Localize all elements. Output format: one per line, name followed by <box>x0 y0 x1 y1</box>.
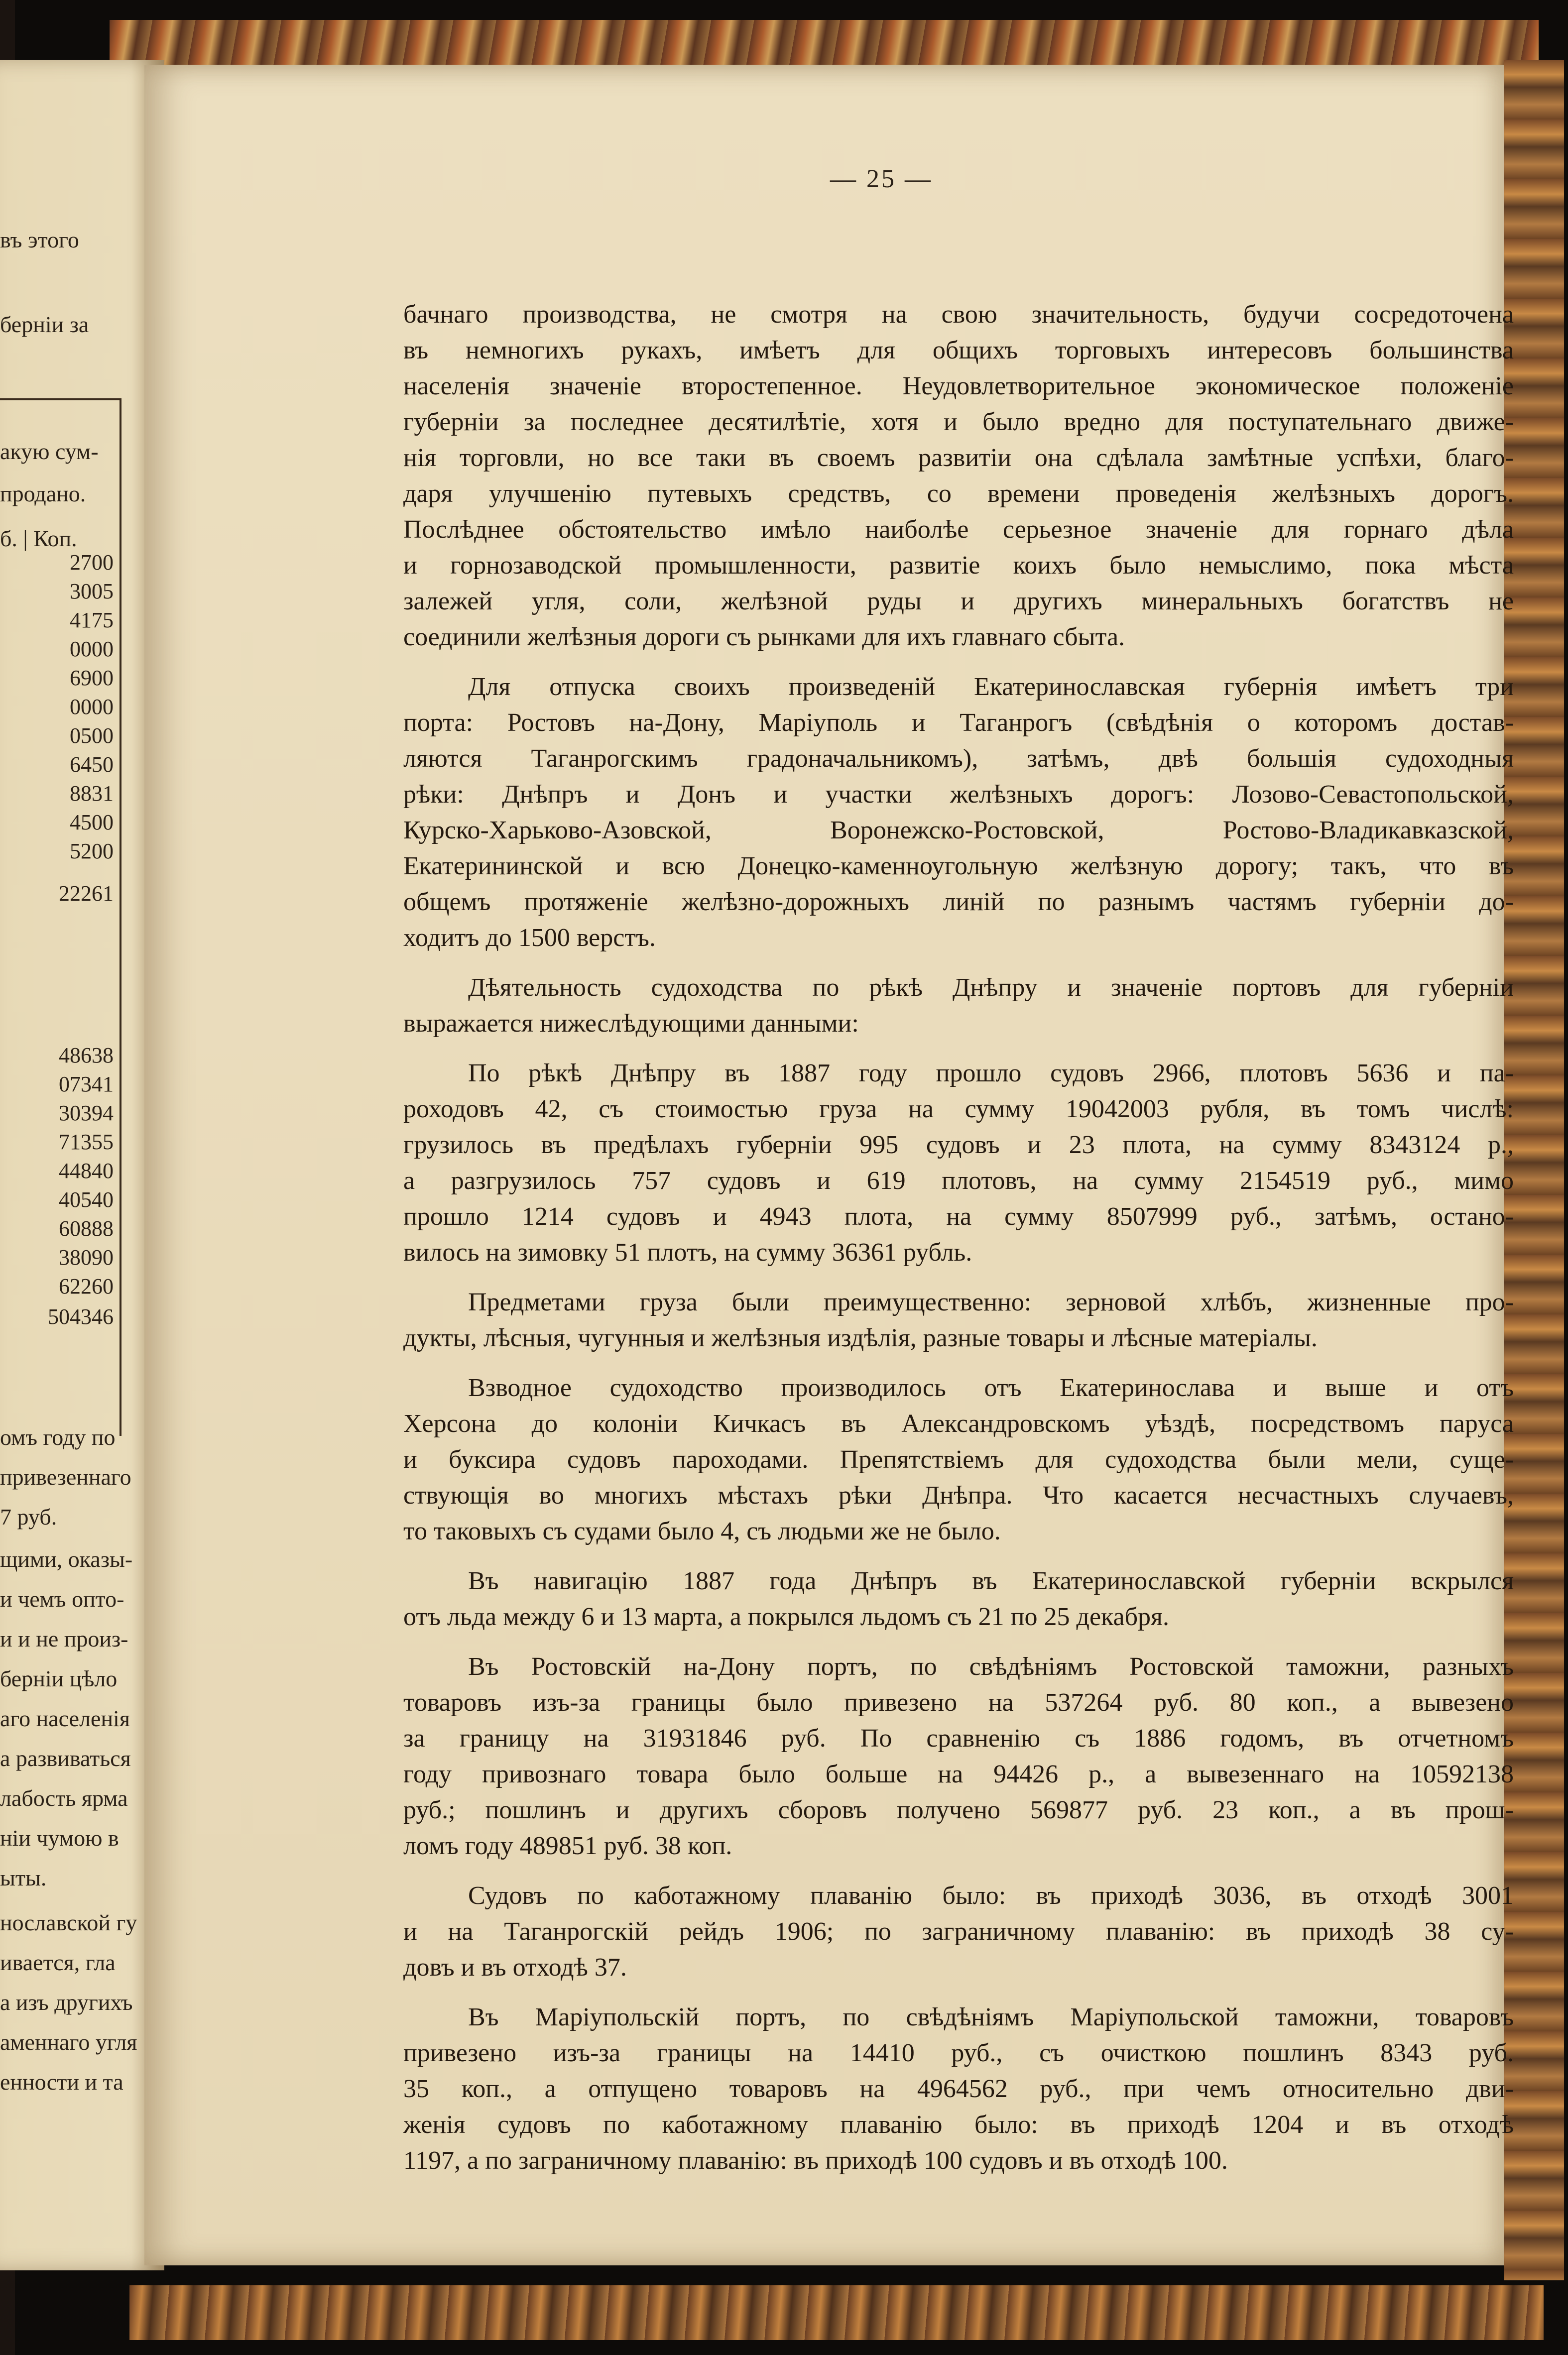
text-line: Предметами груза были преимущественно: зерновой хлѣбъ, жизненные про- <box>468 1288 1514 1316</box>
text-line: то таковыхъ съ судами было 4, съ людьми же не было. <box>403 1517 1001 1545</box>
previous-page-table-value: 8831 <box>70 781 114 806</box>
text-line: Для отпуска своихъ произведеній Екатеринославская губернія имѣетъ три <box>468 673 1514 701</box>
text-line: выражается нижеслѣдующими данными: <box>403 1009 859 1038</box>
previous-page-table-value: 504346 <box>48 1304 114 1329</box>
text-line: Въ Ростовскій на-Дону портъ, по свѣдѣніямъ Ростовской таможни, разныхъ <box>468 1652 1514 1681</box>
text-line: роходовъ 42, съ стоимостью груза на сумму 19042003 рубля, въ томъ числѣ: <box>403 1095 1514 1123</box>
previous-page-text-line: лабость ярма <box>0 1785 128 1811</box>
previous-page-text-line: берніи цѣло <box>0 1666 118 1691</box>
previous-page-text-line: ивается, гла <box>0 1950 116 1975</box>
previous-page-text-line: ніи чумою в <box>0 1825 119 1851</box>
previous-page-table-value: 40540 <box>59 1187 114 1212</box>
text-line: а разгрузилось 757 судовъ и 619 плотовъ, на сумму 2154519 руб., мимо <box>403 1167 1514 1195</box>
previous-page-text-line: енности и та <box>0 2069 123 2095</box>
text-line: 1197, а по заграничному плаванію: въ приходѣ 100 судовъ и въ отходѣ 100. <box>403 2146 1228 2175</box>
binding-bottom-edge <box>129 2285 1544 2340</box>
previous-page-text-line: 7 руб. <box>0 1504 57 1530</box>
previous-page-table-value: 6900 <box>70 666 114 690</box>
text-line: году привознаго товара было больше на 94426 р., а вывезеннаго на 10592138 <box>403 1760 1514 1788</box>
text-line: 35 коп., а отпущено товаровъ на 4964562 руб., при чемъ относительно дви- <box>403 2075 1514 2103</box>
text-line: и на Таганрогскій рейдъ 1906; по заграничному плаванію: въ приходѣ 38 су- <box>403 1917 1514 1946</box>
previous-page-table-value: 22261 <box>59 881 114 906</box>
previous-page-table-value: 2700 <box>70 550 114 575</box>
text-line: Послѣднее обстоятельство имѣло наиболѣе серьезное значеніе для горнаго дѣла <box>403 515 1514 544</box>
previous-page-text-line: акую сум- <box>0 439 99 464</box>
text-line: Судовъ по каботажному плаванію было: въ приходѣ 3036, въ отходѣ 3001 <box>468 1882 1514 1910</box>
text-line: Въ навигацію 1887 года Днѣпръ въ Екатеринославской губерніи вскрылся <box>468 1567 1514 1595</box>
text-line: руб.; пошлинъ и другихъ сборовъ получено 569877 руб. 23 коп., а въ прош- <box>403 1796 1514 1824</box>
text-line: По рѣкѣ Днѣпру въ 1887 году прошло судовъ 2966, плотовъ 5636 и па- <box>468 1059 1514 1087</box>
text-line: въ немногихъ рукахъ, имѣетъ для общихъ торговыхъ интересовъ большинства <box>403 336 1514 364</box>
previous-page-table-value: 71355 <box>59 1130 114 1154</box>
text-line: вилось на зимовку 51 плотъ, на сумму 36361 рубль. <box>403 1238 972 1267</box>
text-line: ляются Таганрогскимъ градоначальникомъ), затѣмъ, двѣ большія судоходныя <box>403 744 1514 773</box>
previous-page-table-value: 6450 <box>70 752 114 777</box>
text-line: Херсона до колоніи Кичкасъ въ Александровскомъ уѣздѣ, посредствомъ паруса <box>403 1410 1514 1438</box>
previous-page-fragment <box>0 60 164 2270</box>
book-page <box>144 65 1514 2265</box>
previous-page-text-line: нославской гу <box>0 1910 137 1935</box>
previous-page-table-value: 48638 <box>59 1043 114 1067</box>
text-line: Въ Маріупольскій портъ, по свѣдѣніямъ Маріупольской таможни, товаровъ <box>468 2003 1514 2031</box>
text-line: ствующія во многихъ мѣстахъ рѣки Днѣпра. Что касается несчастныхъ случаевъ, <box>403 1481 1514 1510</box>
previous-page-table-value: 60888 <box>59 1216 114 1241</box>
previous-page-text-line: ыты. <box>0 1865 47 1890</box>
text-line: довъ и въ отходѣ 37. <box>403 1953 627 1982</box>
text-line: товаровъ изъ-за границы было привезено на 537264 руб. 80 коп., а вывезено <box>403 1688 1514 1717</box>
text-line: ходитъ до 1500 верстъ. <box>403 924 656 952</box>
previous-page-text-line: и и не произ- <box>0 1626 128 1651</box>
text-line: ломъ году 489851 руб. 38 коп. <box>403 1832 732 1860</box>
text-line: соединили желѣзныя дороги съ рынками для ихъ главнаго сбыта. <box>403 623 1125 651</box>
previous-page-text-line: а изъ другихъ <box>0 1990 133 2015</box>
previous-page-table-value: 07341 <box>59 1072 114 1096</box>
text-line: отъ льда между 6 и 13 марта, а покрылся льдомъ съ 21 по 25 декабря. <box>403 1603 1169 1631</box>
text-line: порта: Ростовъ на-Дону, Маріуполь и Таганрогъ (свѣдѣнія о которомъ достав- <box>403 708 1514 737</box>
previous-page-table-value: 44840 <box>59 1159 114 1183</box>
text-line: Курско-Харьково-Азовской, Воронежско-Ростовской, Ростово-Владикавказской, <box>403 816 1514 844</box>
text-line: залежей угля, соли, желѣзной руды и другихъ минеральныхъ богатствъ не <box>403 587 1514 615</box>
page-number: — 25 — <box>830 165 933 193</box>
text-line: грузилось въ предѣлахъ губерніи 995 судовъ и 23 плота, на сумму 8343124 р., <box>403 1131 1514 1159</box>
previous-page-table-value: 5200 <box>70 839 114 863</box>
previous-page-table-value: 62260 <box>59 1274 114 1298</box>
text-line: Екатерининской и всю Донецко-каменноугольную желѣзную дорогу; такъ, что въ <box>403 852 1514 880</box>
previous-page-text-line: аго населенія <box>0 1706 130 1731</box>
previous-page-table-value: 0500 <box>70 723 114 748</box>
text-line: бачнаго производства, не смотря на свою значительность, будучи сосредоточена <box>403 300 1514 329</box>
text-line: за границу на 31931846 руб. По сравненію съ 1886 годомъ, въ отчетномъ <box>403 1724 1514 1753</box>
text-line: даря улучшенію путевыхъ средствъ, со времени проведенія желѣзныхъ дорогъ. <box>403 479 1514 508</box>
previous-page-table-value: 38090 <box>59 1245 114 1270</box>
text-line: дукты, лѣсныя, чугунныя и желѣзныя издѣлія, разные товары и лѣсные матеріалы. <box>403 1324 1318 1352</box>
text-line: и горнозаводской промышленности, развитіе коихъ было немыслимо, пока мѣста <box>403 551 1514 580</box>
previous-page-table-value: 0000 <box>70 637 114 661</box>
previous-page-text-line: омъ году по <box>0 1424 116 1450</box>
previous-page-table-value: 3005 <box>70 579 114 603</box>
previous-page-text-line: б. | Коп. <box>0 526 77 551</box>
previous-page-table-value: 0000 <box>70 695 114 719</box>
text-line: населенія значеніе второстепенное. Неудовлетворительное экономическое положеніе <box>403 372 1514 400</box>
previous-page-text-line: берніи за <box>0 312 89 337</box>
text-line: нія торговли, но все таки въ своемъ развитіи она сдѣлала замѣтные успѣхи, благо- <box>403 444 1514 472</box>
text-line: женія судовъ по каботажному плаванію было: въ приходѣ 1204 и въ отходѣ <box>403 2111 1514 2139</box>
text-line: и буксира судовъ пароходами. Препятствіемъ для судоходства были мели, суще- <box>403 1445 1514 1474</box>
previous-page-table-value: 30394 <box>59 1101 114 1125</box>
text-line: губерніи за последнее десятилѣтіе, хотя и было вредно для поступательнаго движе- <box>403 408 1514 436</box>
previous-page-text-line: продано. <box>0 481 86 506</box>
text-line: Дѣятельность судоходства по рѣкѣ Днѣпру и значеніе портовъ для губерніи <box>468 973 1514 1002</box>
text-line: рѣки: Днѣпръ и Донъ и участки желѣзныхъ дорогъ: Лозово-Севастопольской, <box>403 780 1514 809</box>
text-line: привезено изъ-за границы на 14410 руб., съ очисткою пошлинъ 8343 руб. <box>403 2039 1514 2067</box>
previous-page-text-line: и чемъ опто- <box>0 1586 124 1612</box>
text-line: Взводное судоходство производилось отъ Екатеринослава и выше и отъ <box>468 1374 1514 1402</box>
text-line: общемъ протяженіе желѣзно-дорожныхъ линій по разнымъ частямъ губерніи до- <box>403 888 1514 916</box>
previous-page-text-line: въ этого <box>0 227 79 252</box>
previous-page-text-line: щими, оказы- <box>0 1546 133 1572</box>
previous-page-text-line: привезеннаго <box>0 1464 131 1490</box>
previous-page-text-line: а развиваться <box>0 1746 131 1771</box>
previous-page-table <box>0 398 121 1436</box>
text-line: прошло 1214 судовъ и 4943 плота, на сумму 8507999 руб., затѣмъ, остано- <box>403 1202 1514 1231</box>
previous-page-table-value: 4500 <box>70 810 114 834</box>
previous-page-text-line: аменнаго угля <box>0 2029 137 2055</box>
previous-page-table-value: 4175 <box>70 608 114 632</box>
